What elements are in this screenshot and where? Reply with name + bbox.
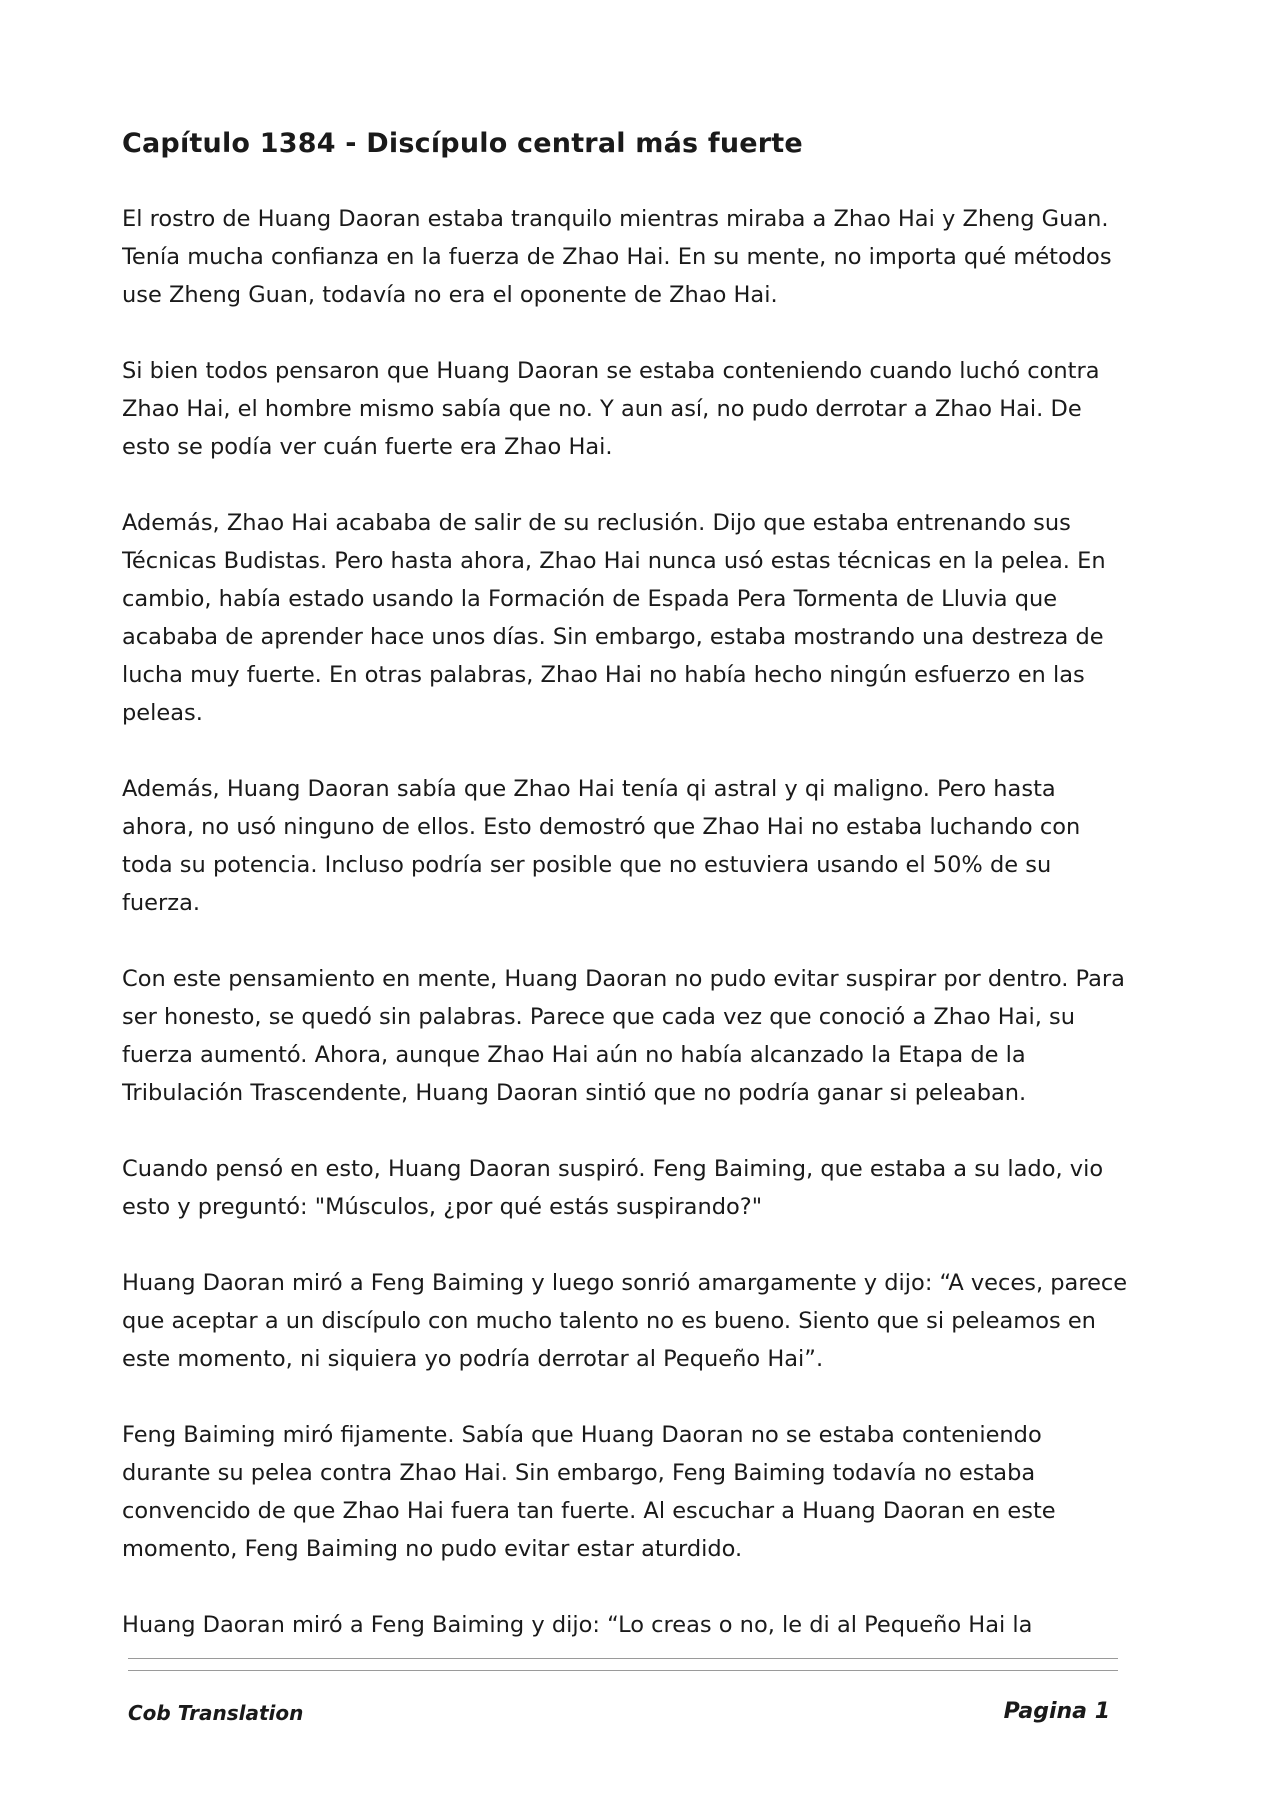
paragraph: Con este pensamiento en mente, Huang Daoran no pudo evitar suspirar por dentro. Para ser honesto, se quedó sin palabras. Parece que cada vez que conoció a Zhao Hai, su fuerza aumentó. Ahora, aunque Zhao Hai aún no había alcanzado la Etapa de la Tribulación Trascendente, Huang Daoran sintió que no podría ganar si peleaban. xyxy=(122,966,1125,1106)
body-text xyxy=(122,200,1132,1640)
paragraph: Además, Zhao Hai acababa de salir de su reclusión. Dijo que estaba entrenando sus Técnicas Budistas. Pero hasta ahora, Zhao Hai nunca usó estas técnicas en la pelea. En cambio, había estado usando la Formación de Espada Pera Tormenta de Lluvia que acababa de aprender hace unos días. Sin embargo, estaba mostrando una destreza de lucha muy fuerte. En otras palabras, Zhao Hai no había hecho ningún esfuerzo en las peleas. xyxy=(122,510,1106,726)
footer-divider-bottom xyxy=(128,1670,1118,1671)
footer-translator-credit: Cob Translation xyxy=(128,1701,304,1725)
paragraph: Feng Baiming miró fijamente. Sabía que Huang Daoran no se estaba conteniendo durante su pelea contra Zhao Hai. Sin embargo, Feng Baiming todavía no estaba convencido de que Zhao Hai fuera tan fuerte. Al escuchar a Huang Daoran en este momento, Feng Baiming no pudo evitar estar aturdido. xyxy=(122,1422,1056,1562)
paragraph: Además, Huang Daoran sabía que Zhao Hai tenía qi astral y qi maligno. Pero hasta ahora, no usó ninguno de ellos. Esto demostró que Zhao Hai no estaba luchando con toda su potencia. Incluso podría ser posible que no estuviera usando el 50% de su fuerza. xyxy=(122,776,1081,916)
paragraph: Huang Daoran miró a Feng Baiming y luego sonrió amargamente y dijo: “A veces, parece que aceptar a un discípulo con mucho talento no es bueno. Siento que si peleamos en este momento, ni siquiera yo podría derrotar al Pequeño Hai”. xyxy=(122,1270,1128,1372)
footer-divider-top xyxy=(128,1658,1118,1659)
paragraph: Si bien todos pensaron que Huang Daoran se estaba conteniendo cuando luchó contra Zhao Hai, el hombre mismo sabía que no. Y aun así, no pudo derrotar a Zhao Hai. De esto se podía ver cuán fuerte era Zhao Hai. xyxy=(122,358,1100,460)
paragraph: Huang Daoran miró a Feng Baiming y dijo: “Lo creas o no, le di al Pequeño Hai la xyxy=(122,1612,1033,1638)
paragraph: Cuando pensó en esto, Huang Daoran suspiró. Feng Baiming, que estaba a su lado, vio esto y preguntó: "Músculos, ¿por qué estás suspirando?" xyxy=(122,1156,1104,1220)
paragraph: El rostro de Huang Daoran estaba tranquilo mientras miraba a Zhao Hai y Zheng Guan. Tenía mucha confianza en la fuerza de Zhao Hai. En su mente, no importa qué métodos use Zheng Guan, todavía no era el oponente de Zhao Hai. xyxy=(122,206,1112,308)
chapter-title: Capítulo 1384 - Discípulo central más fuerte xyxy=(122,128,803,159)
footer-page-number: Pagina 1 xyxy=(1003,1699,1110,1724)
